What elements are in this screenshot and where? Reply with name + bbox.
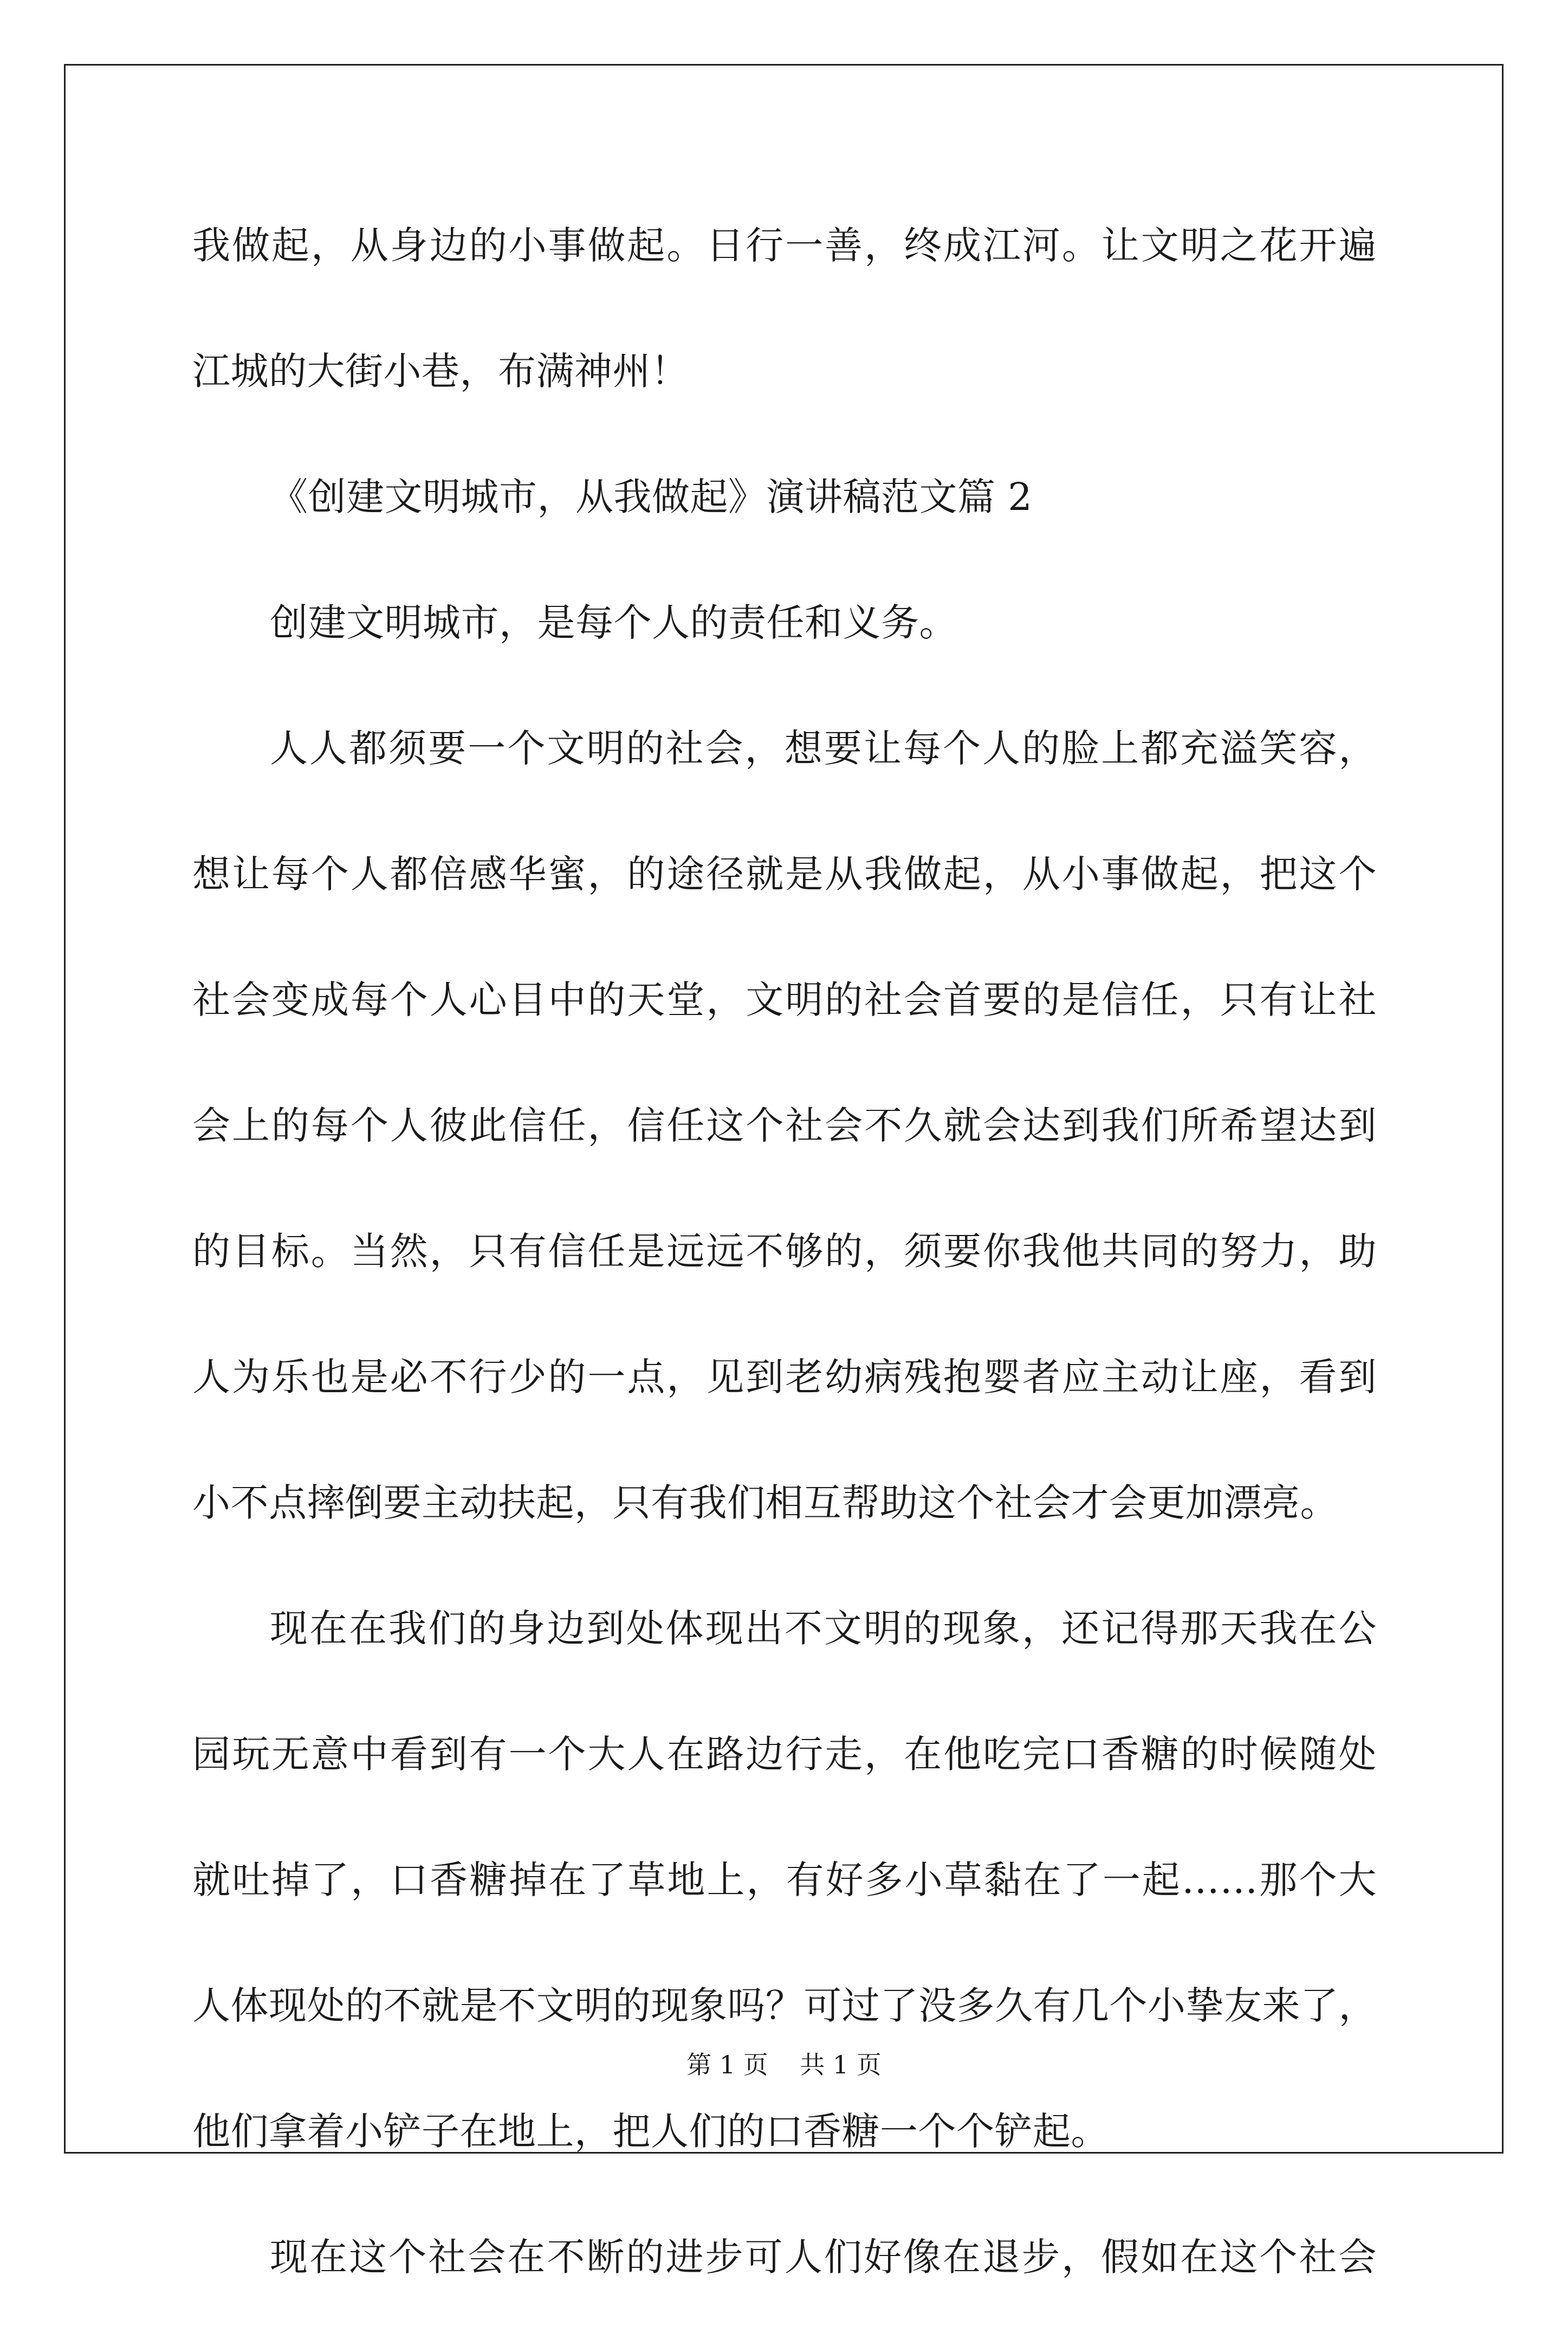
text-line: 现在在我们的身边到处体现出不文明的现象，还记得那天我在公 (270, 1606, 1377, 1651)
section-heading: 《创建文明城市，从我做起》演讲稿范文篇 2 (270, 475, 1033, 519)
text-line: 他们拿着小铲子在地上，把人们的口香糖一个个铲起。 (192, 2109, 1109, 2154)
text-line: 现在这个社会在不断的进步可人们好像在退步，假如在这个社会 (270, 2235, 1377, 2279)
text-line: 的目标。当然，只有信任是远远不够的，须要你我他共同的努力，助 (192, 1229, 1377, 1274)
text-line: 人为乐也是必不行少的一点，见到老幼病残抱婴者应主动让座，看到 (192, 1355, 1377, 1399)
text-line: 社会变成每个人心目中的天堂，文明的社会首要的是信任，只有让社 (192, 978, 1377, 1022)
text-line: 人体现处的不就是不文明的现象吗？可过了没多久有几个小挚友来了， (192, 1983, 1377, 2028)
text-line: 我做起，从身边的小事做起。日行一善，终成江河。让文明之花开遍 (192, 223, 1377, 268)
text-line: 江城的大街小巷，布满神州！ (192, 349, 689, 393)
document-body (192, 203, 1377, 2340)
page-number-footer: 第 1 页 共 1 页 (686, 2050, 882, 2079)
text-line: 小不点摔倒要主动扶起，只有我们相互帮助这个社会才会更加漂亮。 (192, 1481, 1338, 1525)
text-line: 想让每个人都倍感华蜜，的途径就是从我做起，从小事做起，把这个 (192, 852, 1377, 896)
text-line: 人人都须要一个文明的社会，想要让每个人的脸上都充溢笑容， (270, 726, 1377, 771)
text-line: 创建文明城市，是每个人的责任和义务。 (270, 600, 957, 645)
text-line: 就吐掉了，口香糖掉在了草地上，有好多小草黏在了一起……那个大 (192, 1858, 1377, 1902)
text-line: 会上的每个人彼此信任，信任这个社会不久就会达到我们所希望达到 (192, 1103, 1377, 1148)
text-line: 园玩无意中看到有一个大人在路边行走，在他吃完口香糖的时候随处 (192, 1732, 1377, 1776)
